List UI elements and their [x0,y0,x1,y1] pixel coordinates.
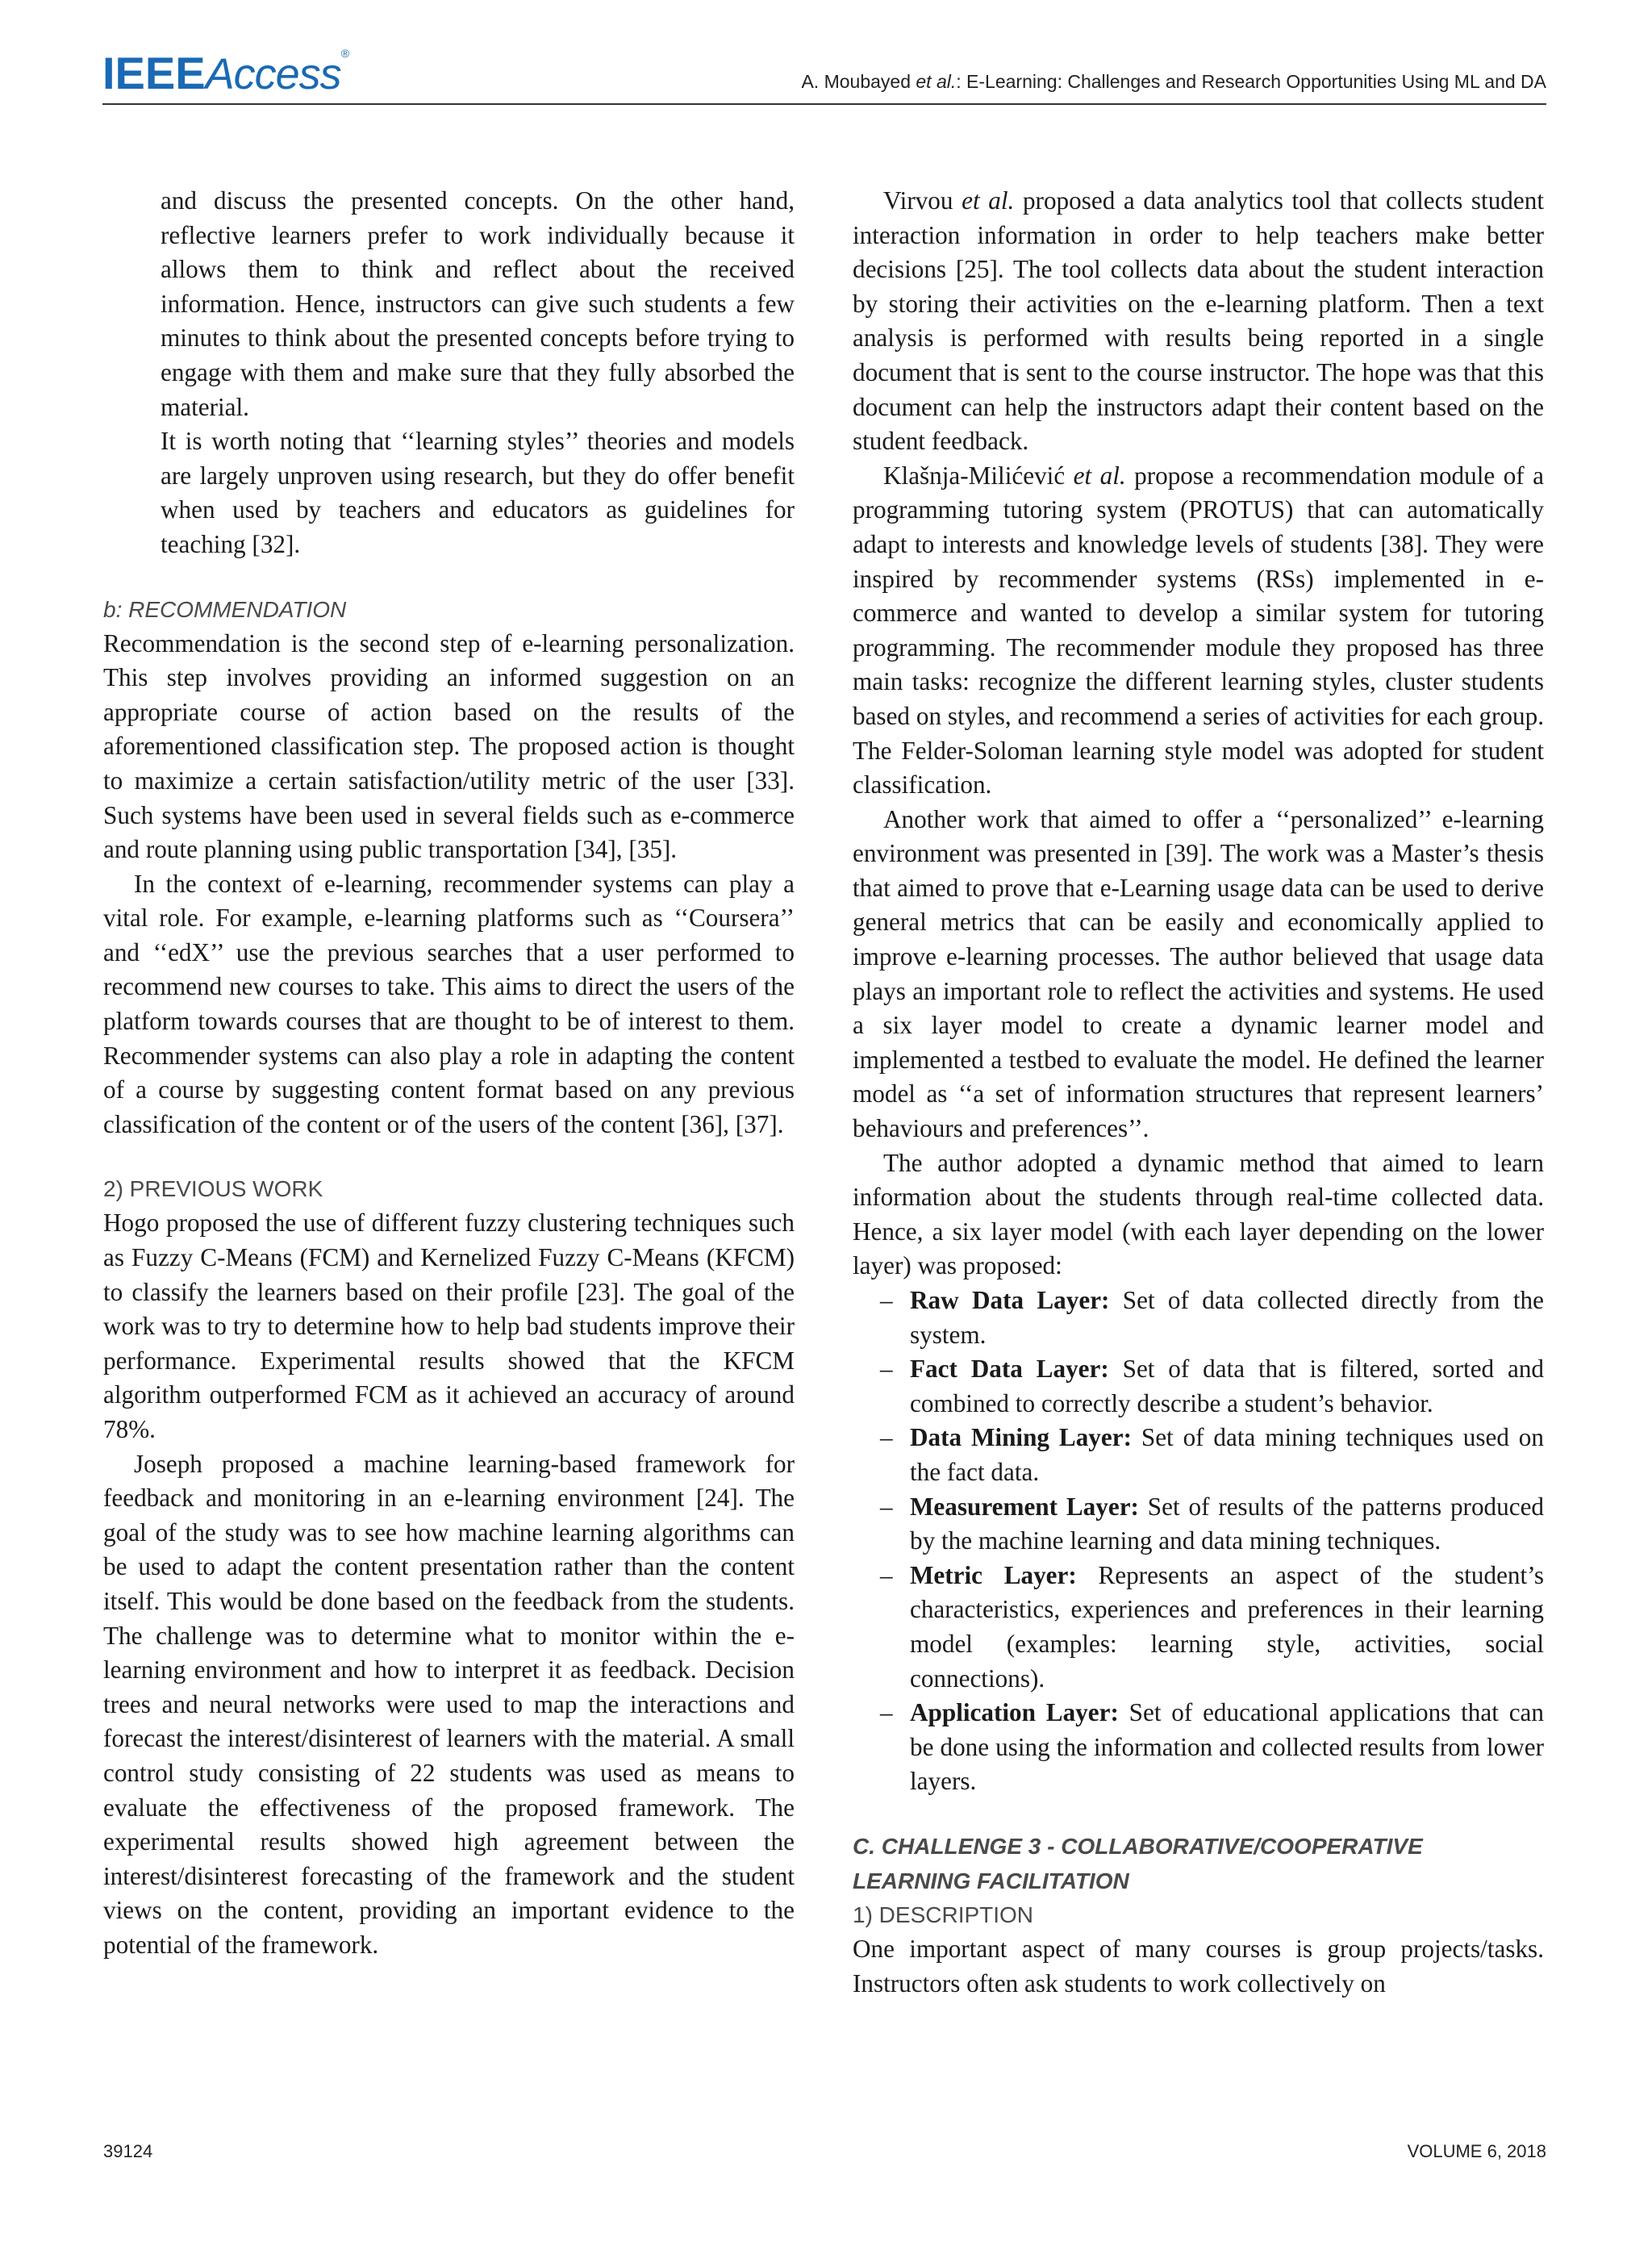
layer-description: Set of data mining techniques used on the fact data. [910,1423,1544,1486]
list-item [880,1352,1545,1421]
logo-registered-mark: ® [340,47,350,60]
paragraph: Recommendation is the second step of e-learning personalization. This step involves providing an informed suggestion on an appropriate course of action based on the results of the aforementioned classification step. The proposed action is thought to maximize a certain satisfaction/utility metric of the user [33]. Such systems have been used in several fields such as e-commerce and route planning using public transportation [34], [35]. [103,628,795,864]
running-head-title: : E-Learning: Challenges and Research Opportunities Using ML and DA [956,71,1546,92]
paragraph: In the context of e-learning, recommender systems can play a vital role. For example, e-learning platforms such as ‘‘Coursera’’ and ‘‘edX’’ use the previous searches that a user performed to recommend new courses to take. This aims to direct the users of the platform towards courses that are thought to be of interest to them. Recommender systems can also play a role in adapting the content of a course by suggesting content format based on any previous classification of the content or of the users of the content [36], [37]. [103,869,795,1138]
subsection-heading-previous-work: 2) PREVIOUS WORK [103,1176,323,1202]
layer-description: Set of educational applications that can be done using the information and collected results from lower layers. [910,1698,1544,1796]
logo-ieee-text: IEEE [102,48,206,98]
header-rule [102,103,1546,105]
layer-name: Measurement Layer: [910,1492,1139,1521]
section-heading-challenge-3: C. CHALLENGE 3 - COLLABORATIVE/COOPERATIVE LEARNING FACILITATION [853,1833,1423,1893]
right-column [853,184,1544,2001]
learning-styles-continuation [103,184,795,562]
paragraph: One important aspect of many courses is group projects/tasks. Instructors often ask students to work collectively on [853,1935,1544,1998]
paragraph: The author adopted a dynamic method that aimed to learn information about the students through real-time collected data. Hence, a six layer model (with each layer depending on the lower layer) was proposed: [853,1148,1544,1280]
paragraph: Another work that aimed to offer a ‘‘personalized’’ e-learning environment was presented in [39]. The work was a Master’s thesis that aimed to prove that e-Learning usage data can be used to derive general metrics that can be easily and economically applied to improve e-learning processes. The author believed that usage data plays an important role to reflect the activities and systems. He used a six layer model to create a dynamic learner model and implemented a testbed to evaluate the model. He defined the learner model as ‘‘a set of information structures that represent learners’ behaviours and preferences’’. [853,804,1544,1143]
ieee-access-logo [102,47,350,98]
author-name: Klašnja-Milićević [883,461,1074,490]
dash-bullet: – [880,1698,893,1727]
author-name: Virvou [883,186,962,215]
dash-bullet: – [880,1286,893,1314]
subsection-heading-description: 1) DESCRIPTION [853,1902,1034,1928]
etal: et al. [1073,461,1126,490]
dash-bullet: – [880,1560,893,1589]
paragraph: Joseph proposed a machine learning-based framework for feedback and monitoring in an e-learning environment [24]. The goal of the study was to see how machine learning algorithms can be used to adapt the content presentation rather than the content itself. This would be done based on the feedback from the students. The challenge was to determine what to monitor within the e-learning environment and how to interpret it as feedback. Decision trees and neural networks were used to map the interactions and forecast the interest/disinterest of learners with the material. A small control study consisting of 22 students was used as means to evaluate the effectiveness of the proposed framework. The experimental results showed high agreement between the interest/disinterest forecasting of the framework and the student views on the content, providing an important evidence to the potential of the framework. [103,1449,795,1959]
paragraph [853,184,1544,459]
dash-bullet: – [880,1355,893,1384]
layer-name: Fact Data Layer: [910,1355,1109,1384]
layer-name: Raw Data Layer: [910,1286,1110,1314]
paragraph-text: propose a recommendation module of a programming tutoring system (PROTUS) that can automatically adapt to interests and knowledge levels of students [38]. They were inspired by recommender systems (RSs) implemented in e-commerce and wanted to develop a similar system for tutoring programming. The recommender module they proposed has three main tasks: recognize the different learning styles, cluster students based on styles, and recommend a series of activities for each group. The Felder-Soloman learning style model was adopted for student classification. [853,461,1544,799]
dash-bullet: – [880,1423,893,1452]
paragraph-text: proposed a data analytics tool that collects student interaction information in order to help teachers make better decisions [25]. The tool collects data about the student interaction by storing their activities on the e-learning platform. Then a text analysis is performed with results being reported in a single document that is sent to the course instructor. The hope was that this document can help the instructors adapt their content based on the student feedback. [853,186,1544,456]
volume-label: VOLUME 6, 2018 [1407,2141,1546,2161]
layer-description: Set of results of the patterns produced by the machine learning and data mining techniques. [910,1492,1545,1555]
list-item [880,1421,1544,1489]
paragraph: Hogo proposed the use of different fuzzy clustering techniques such as Fuzzy C-Means (FCM) and Kernelized Fuzzy C-Means (KFCM) to classify the learners based on their profile [23]. The goal of the work was to try to determine how to help bad students improve their performance. Experimental results showed that the KFCM algorithm outperformed FCM as it achieved an accuracy of around 78%. [103,1209,795,1443]
layer-description: Set of data collected directly from the system. [910,1286,1544,1349]
paragraph: and discuss the presented concepts. On the other hand, reflective learners prefer to work individually because it allows them to think and reflect about the received information. Hence, instructors can give such students a few minutes to think about the presented concepts before trying to engage with them and make sure that they fully absorbed the material. [161,186,795,421]
layer-name: Data Mining Layer: [910,1423,1132,1452]
logo-access-text: Access [205,50,341,98]
page-number: 39124 [103,2141,153,2161]
running-head-author: A. Moubayed [801,71,916,92]
layer-name: Metric Layer: [910,1560,1077,1589]
layer-description: Represents an aspect of the student’s characteristics, experiences and preferences in their learning model (examples: learning style, activities, social connections). [910,1560,1544,1693]
list-item [880,1490,1545,1559]
running-head-etal: et al. [916,71,957,92]
list-item [880,1696,1544,1799]
list-item [880,1559,1544,1696]
dash-bullet: – [880,1492,893,1521]
running-head [801,71,1546,93]
list-item [880,1284,1544,1352]
left-column [103,184,795,1963]
layer-name: Application Layer: [910,1698,1119,1727]
paragraph: It is worth noting that ‘‘learning styles’’ theories and models are largely unproven using research, but they do offer benefit when used by teachers and educators as guidelines for teaching [32]. [161,427,795,558]
layer-description: Set of data that is filtered, sorted and combined to correctly describe a student’s behavior. [910,1355,1545,1417]
subsection-heading-recommendation: b: RECOMMENDATION [103,596,347,622]
etal: et al. [962,186,1015,215]
layer-list [853,1284,1544,1799]
paragraph [853,459,1544,803]
